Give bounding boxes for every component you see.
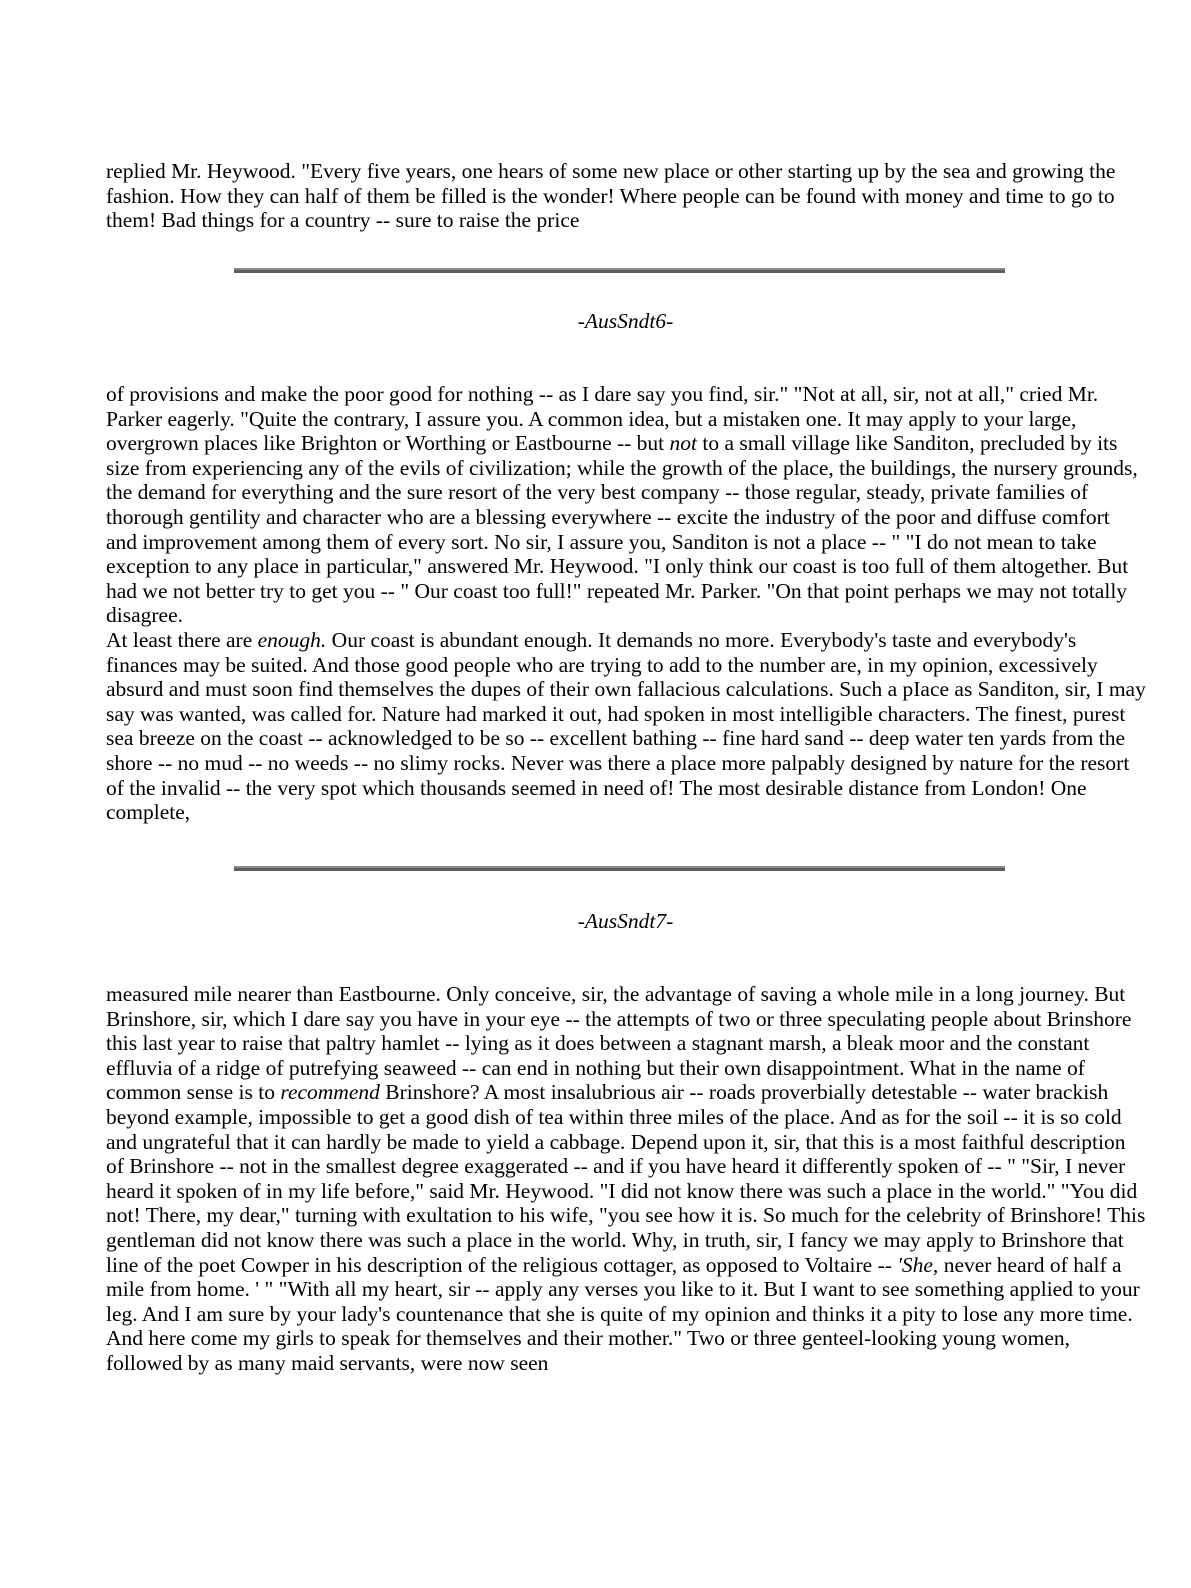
emphasis-text: enough. (257, 627, 327, 652)
text-block-2 (106, 382, 1146, 825)
page-divider-2 (234, 866, 1005, 871)
text-segment: Brinshore? A most insalubrious air -- roads proverbially detestable -- water brackish beyond example, impossible to get a good dish of tea within three miles of the place. And as for the soil -- it is so cold and ungrateful that it can hardly be made to yield a cabbage. Depend upon it, sir, that this is a most faithful description of Brinshore -- not in the smallest degree exaggerated -- and if you have heard it differently spoken of -- " "Sir, I never heard it spoken of in my life before," said Mr. Heywood. "I did not know there was such a place in the world." "You did not! There, my dear," turning with exultation to his wife, "you see how it is. So much for the celebrity of Brinshore! This gentleman did not know there was such a place in the world. Why, in truth, sir, I fancy we may apply to Brinshore that line of the poet Cowper in his description of the religious cottager, as opposed to Voltaire -- (106, 1080, 1146, 1277)
text-segment: Our coast is abundant enough. It demands no more. Everybody's taste and everybody's finances may be suited. And those good people who are trying to add to the number are, in my opinion, excessively absurd and must soon find themselves the dupes of their own fallacious calculations. Such a pIace as Sanditon, sir, I may say was wanted, was called for. Nature had marked it out, had spoken in most intelligible characters. The finest, purest sea breeze on the coast -- acknowledged to be so -- excellent bathing -- fine hard sand -- deep water ten yards from the shore -- no mud -- no weeds -- no slimy rocks. Never was there a place more palpably designed by nature for the resort of the invalid -- the very spot which thousands seemed in need of! The most desirable distance from London! One complete, (106, 627, 1146, 825)
text-block-1 (106, 159, 1146, 233)
text-segment: of provisions and make the poor good for nothing -- as I dare say you find, sir." "Not at all, sir, not at all," cried Mr. Parker eagerly. "Quite the contrary, I assure you. A common idea, but a mistaken one. It may apply to your large, overgrown places like Brighton or Worthing or Eastbourne -- but (106, 382, 1099, 456)
page-marker-2: -AusSndt7- (577, 909, 674, 933)
emphasis-text: 'She, (897, 1252, 939, 1277)
text-segment: to a small village like Sanditon, precluded by its size from experiencing any of the evils of civilization; while the growth of the place, the buildings, the nursery grounds, the demand for everything and the sure resort of the very best company -- those regular, steady, private families of thorough gentility and character who are a blessing everywhere -- excite the industry of the poor and diffuse comfort and improvement among them of every sort. No sir, I assure you, Sanditon is not a place -- " "I do not mean to take exception to any place in particular," answered Mr. Heywood. "I only think our coast is too full of them altogether. But had we not better try to get you -- " Our coast too full!" repeated Mr. Parker. "On that point perhaps we may not totally disagree. (106, 431, 1138, 628)
emphasis-text: not (669, 431, 698, 456)
page-marker-1: -AusSndt6- (577, 309, 674, 333)
text-segment: never heard of half a mile from home. ' " "With all my heart, sir -- apply any verses you like to it. But I want to see something applied to your leg. And I am sure by your lady's countenance that she is quite of my opinion and thinks it a pity to lose any more time. And here come my girls to speak for themselves and their mother." Two or three genteel-looking young women, followed by as many maid servants, were now seen (106, 1252, 1140, 1375)
emphasis-text: recommend (280, 1080, 380, 1105)
text-block-3 (106, 982, 1146, 1376)
page-divider-1 (234, 268, 1005, 273)
text-segment: measured mile nearer than Eastbourne. Only conceive, sir, the advantage of saving a whole mile in a long journey. But Brinshore, sir, which I dare say you have in your eye -- the attempts of two or three speculating people about Brinshore this last year to raise that paltry hamlet -- lying as it does between a stagnant marsh, a bleak moor and the constant effluvia of a ridge of putrefying seaweed -- can end in nothing but their own disappointment. What in the name of common sense is to (106, 982, 1132, 1105)
text-segment: replied Mr. Heywood. "Every five years, one hears of some new place or other starting up by the sea and growing the fashion. How they can half of them be filled is the wonder! Where people can be found with money and time to go to them! Bad things for a country -- sure to raise the price (106, 159, 1116, 233)
text-segment: At least there are (106, 627, 258, 652)
